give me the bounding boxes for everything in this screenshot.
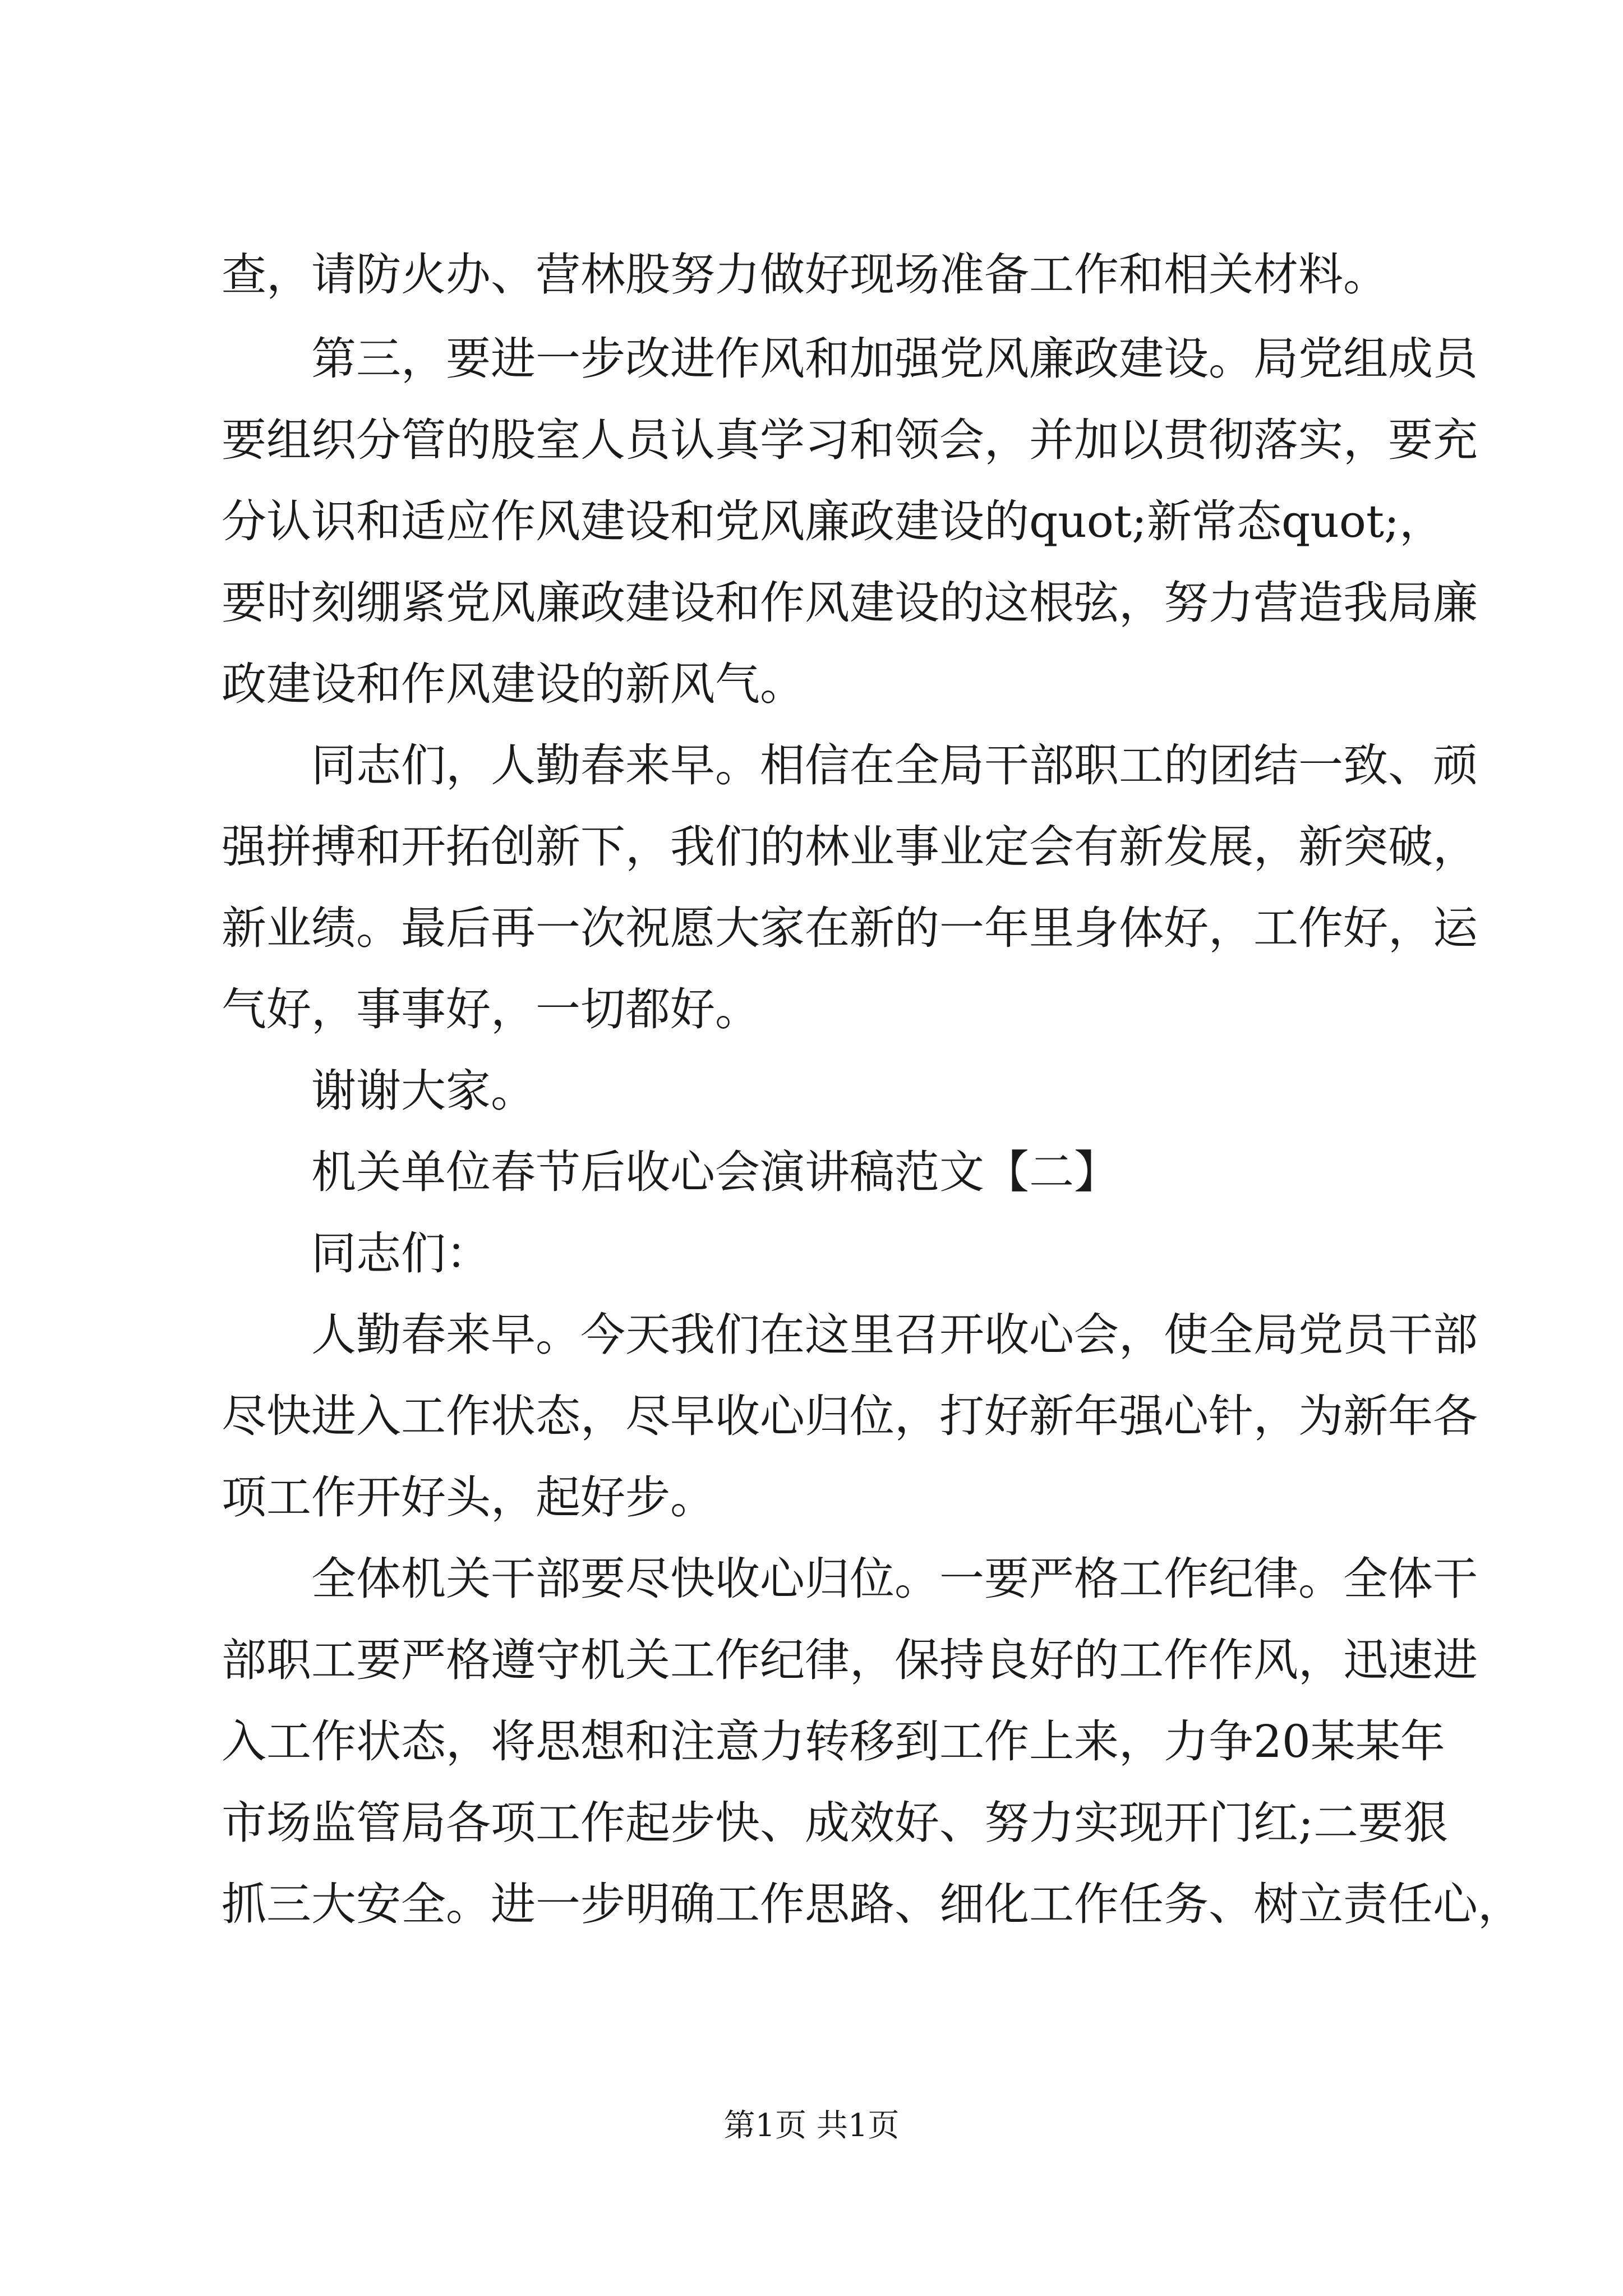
salutation: 同志们： (311, 1227, 491, 1280)
paragraph-first-line: 全体机关干部要尽快收心归位。一要严格工作纪律。全体干 (311, 1553, 1478, 1605)
page-number-footer: 第1页 共1页 (723, 2108, 900, 2144)
text-line: 气好，事事好，一切都好。 (222, 983, 760, 1036)
text-line: 政建设和作风建设的新风气。 (222, 658, 805, 710)
paragraph-first-line: 人勤春来早。今天我们在这里召开收心会，使全局党员干部 (311, 1309, 1478, 1361)
paragraph-first-line: 同志们，人勤春来早。相信在全局干部职工的团结一致、顽 (311, 739, 1478, 792)
text-line: 要组织分管的股室人员认真学习和领会，并加以贯彻落实，要充 (222, 414, 1478, 466)
text-line: 尽快进入工作状态，尽早收心归位，打好新年强心针，为新年各 (222, 1390, 1478, 1442)
text-line: 查，请防火办、营林股努力做好现场准备工作和相关材料。 (222, 249, 1388, 301)
text-line: 抓三大安全。进一步明确工作思路、细化工作任务、树立责任心， (222, 1878, 1523, 1930)
text-line: 入工作状态，将思想和注意力转移到工作上来，力争20某某年 (222, 1715, 1445, 1768)
text-line: 项工作开好头，起好步。 (222, 1471, 715, 1524)
section-heading: 机关单位春节后收心会演讲稿范文【二】 (311, 1146, 1119, 1198)
text-line: 新业绩。最后再一次祝愿大家在新的一年里身体好，工作好，运 (222, 902, 1478, 954)
text-line: 强拼搏和开拓创新下，我们的林业事业定会有新发展，新突破， (222, 821, 1478, 873)
text-line: 市场监管局各项工作起步快、成效好、努力实现开门红;二要狠 (222, 1797, 1448, 1849)
text-line: 要时刻绷紧党风廉政建设和作风建设的这根弦，努力营造我局廉 (222, 577, 1478, 629)
closing-line: 谢谢大家。 (311, 1065, 536, 1117)
paragraph-first-line: 第三，要进一步改进作风和加强党风廉政建设。局党组成员 (311, 333, 1478, 385)
text-line: 部职工要严格遵守机关工作纪律，保持良好的工作作风，迅速进 (222, 1634, 1478, 1686)
text-line: 分认识和适应作风建设和党风廉政建设的quot;新常态quot;， (222, 495, 1444, 547)
